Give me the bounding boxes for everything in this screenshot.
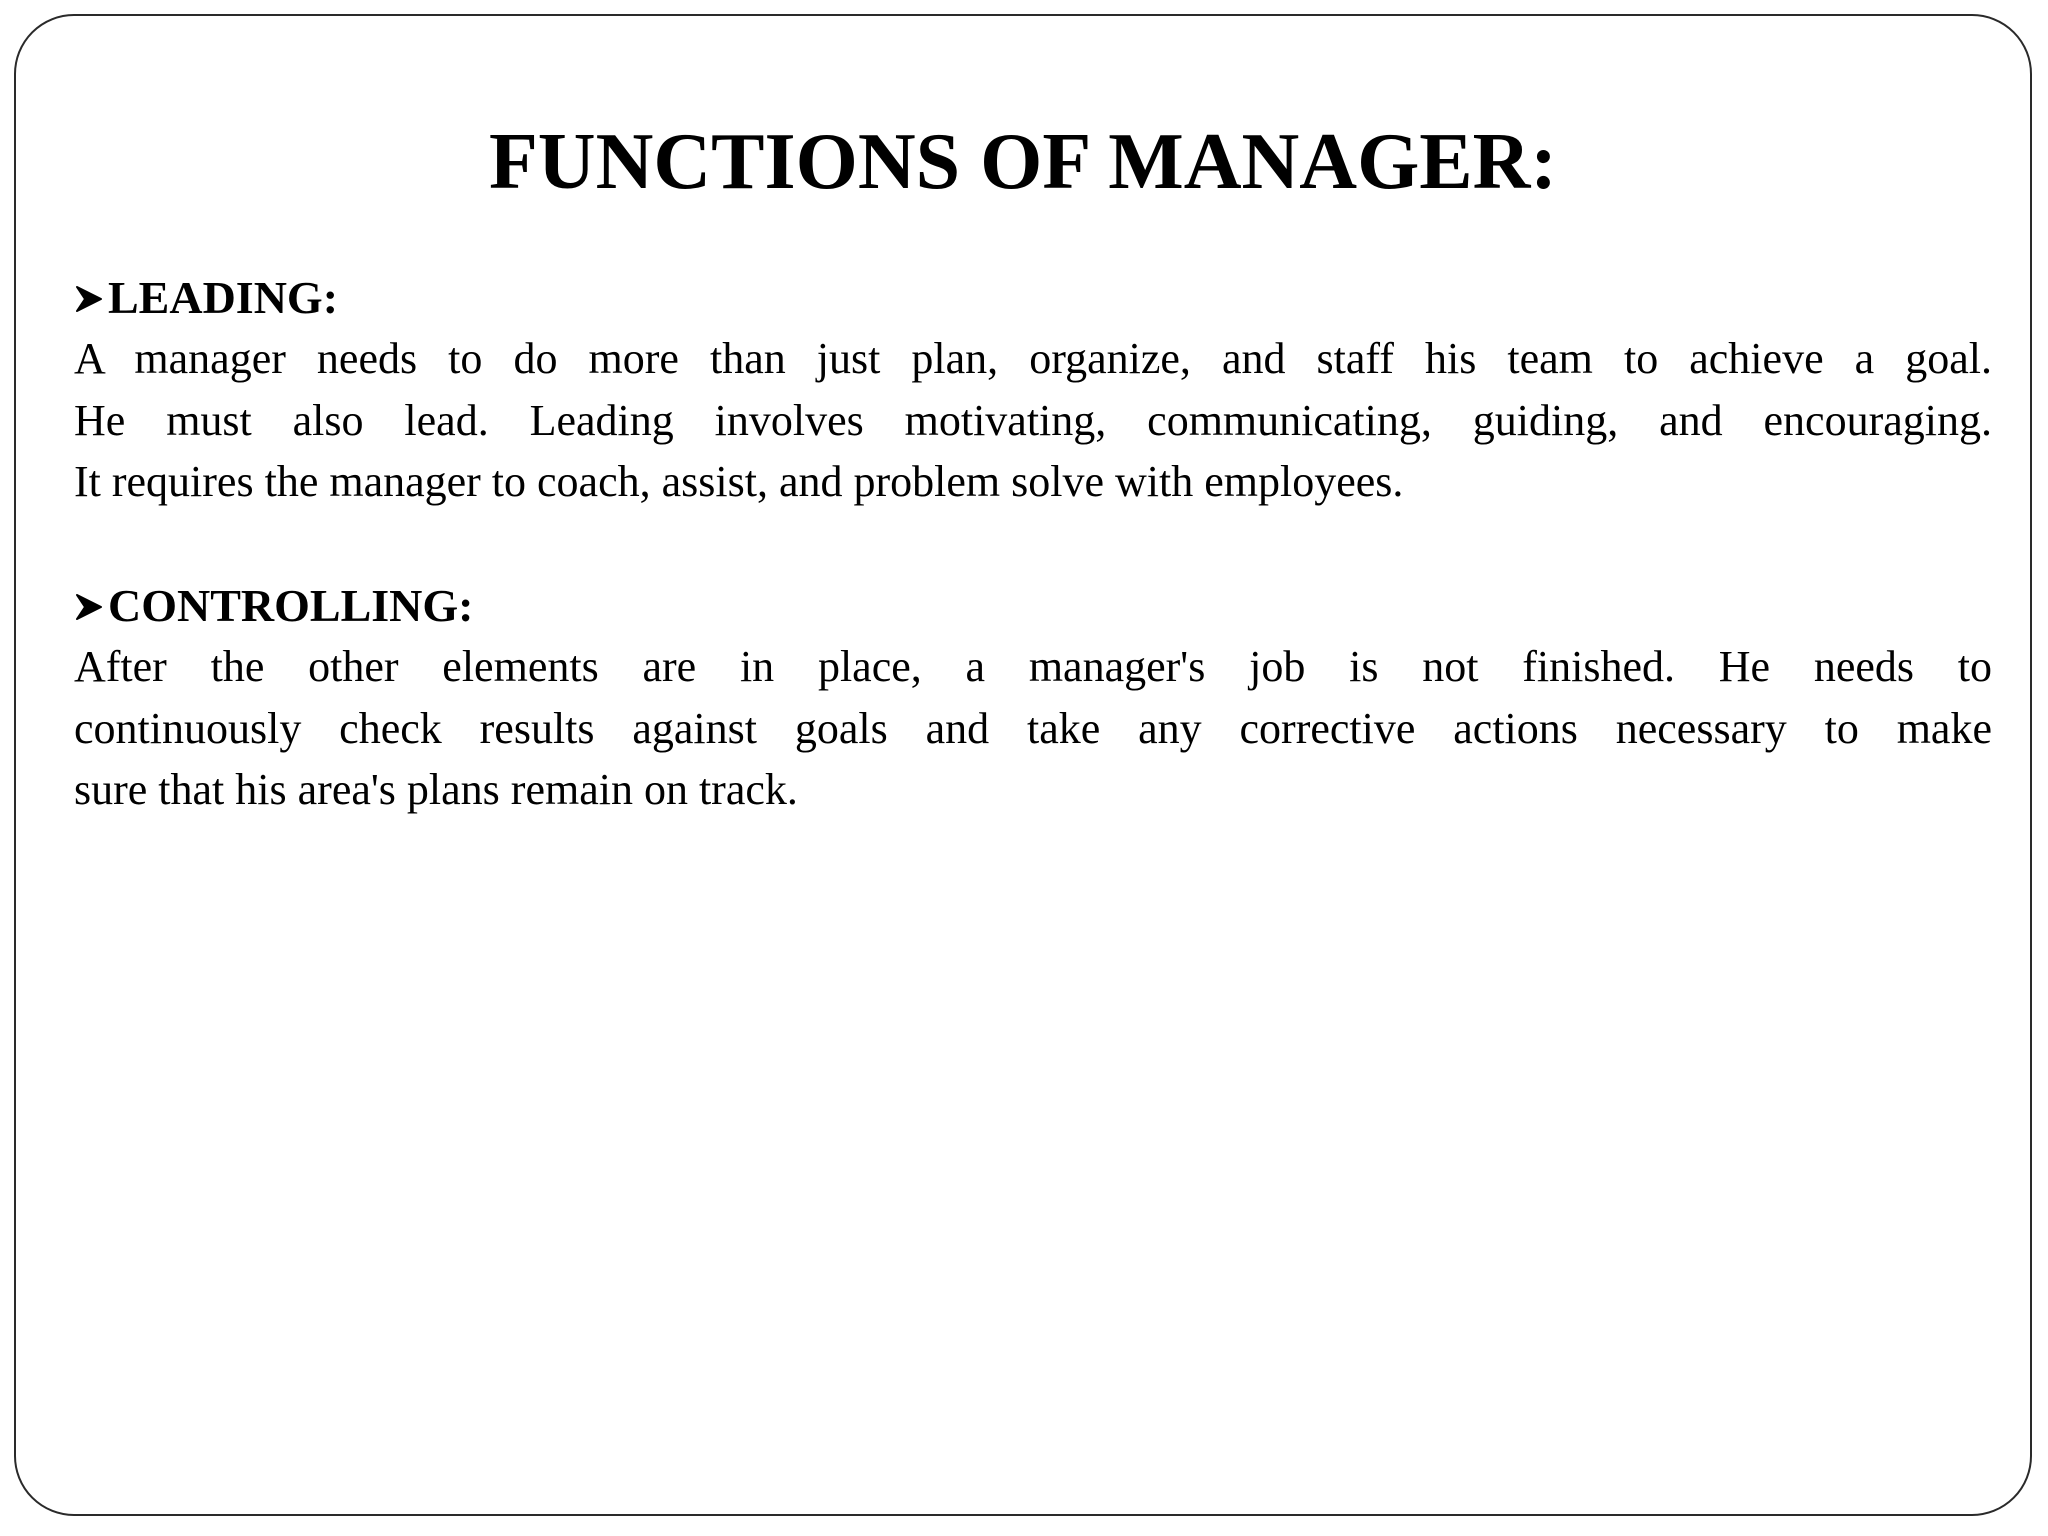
section-leading [74, 268, 1992, 513]
body-line: continuously check results against goals and take any corrective actions necessary to make [74, 703, 1992, 753]
slide-title: FUNCTIONS OF MANAGER: [488, 118, 1558, 206]
body-line: After the other elements are in place, a manager's job is not finished. He needs to [74, 642, 1992, 691]
section-heading-label: LEADING: [108, 272, 339, 323]
section-heading [74, 576, 1992, 636]
body-line: He must also lead. Leading involves motivating, communicating, guiding, and encouraging. [74, 395, 1992, 445]
body-line: A manager needs to do more than just plan, organize, and staff his team to achieve a goal. [74, 334, 1992, 383]
section-heading [74, 268, 1992, 328]
arrowhead-bullet-icon [74, 284, 104, 314]
section-controlling [74, 576, 1992, 821]
slide [14, 14, 2032, 1516]
body-line: It requires the manager to coach, assist, and problem solve with employees. [74, 457, 1404, 506]
section-body [74, 328, 1992, 513]
section-body [74, 636, 1992, 821]
section-heading-label: CONTROLLING: [108, 580, 474, 631]
arrowhead-bullet-icon [74, 592, 104, 622]
body-line: sure that his area's plans remain on track. [74, 765, 798, 814]
